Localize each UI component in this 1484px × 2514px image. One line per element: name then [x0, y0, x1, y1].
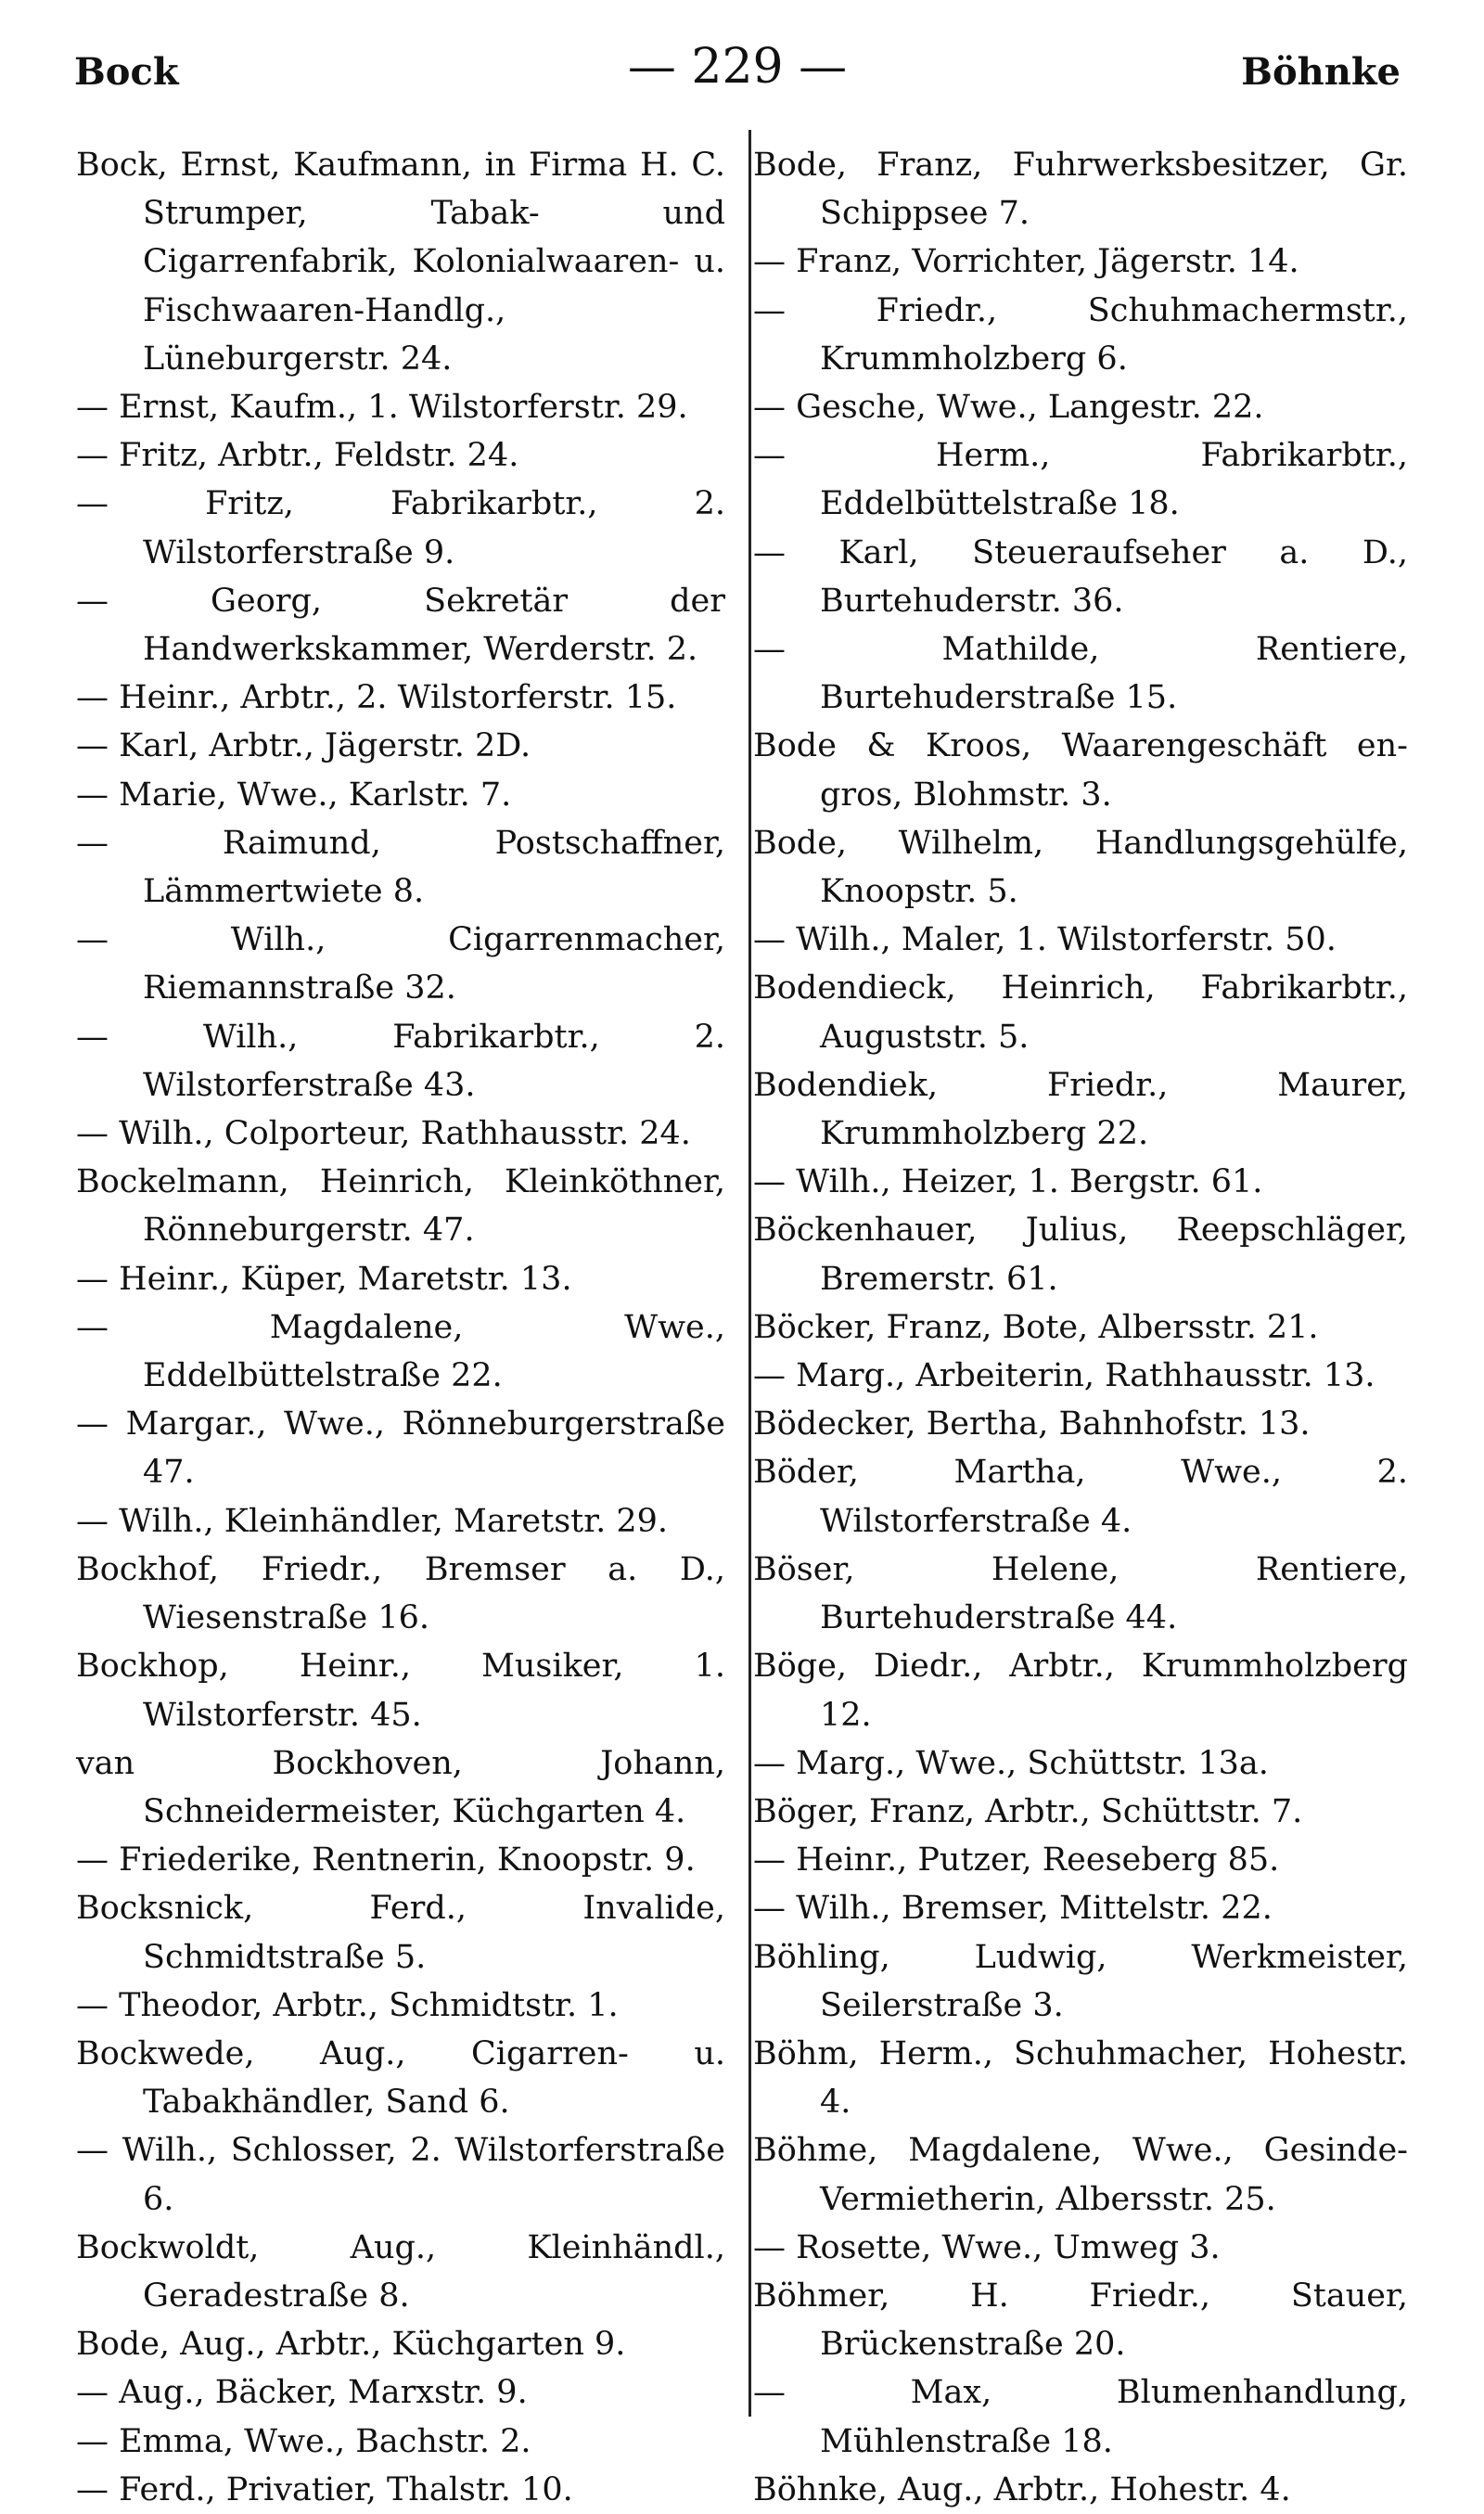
directory-entry: Böckenhauer, Julius, Reepschläger, Bremerstr. 61.	[753, 1212, 1408, 1298]
directory-entry: — Theodor, Arbtr., Schmidtstr. 1.	[76, 1986, 619, 2024]
directory-entry: — Wilh., Cigarrenmacher, Riemannstraße 32.	[76, 921, 725, 1007]
directory-entry: — Fritz, Arbtr., Feldstr. 24.	[76, 437, 519, 475]
directory-entry: Bodendieck, Heinrich, Fabrikarbtr., Auguststr. 5.	[753, 969, 1408, 1056]
directory-entry: — Max, Blumenhandlung, Mühlenstraße 18.	[753, 2374, 1408, 2460]
directory-entry: — Ernst, Kaufm., 1. Wilstorferstr. 29.	[76, 389, 688, 427]
directory-entry: — Heinr., Küper, Maretstr. 13.	[76, 1260, 572, 1298]
directory-entry: Bödecker, Bertha, Bahnhofstr. 13.	[753, 1405, 1311, 1443]
directory-entry: Bode, Wilhelm, Handlungsgehülfe, Knoopstr. 5.	[753, 824, 1408, 911]
directory-entry: Böhmer, H. Friedr., Stauer, Brückenstraße 20.	[753, 2277, 1408, 2364]
directory-entry: Böhnke, Aug., Arbtr., Hohestr. 4.	[753, 2470, 1291, 2508]
directory-entry: — Heinr., Putzer, Reeseberg 85.	[753, 1841, 1280, 1879]
left-column	[76, 141, 725, 2514]
directory-entry: — Wilh., Colporteur, Rathhausstr. 24.	[76, 1115, 691, 1153]
directory-entry: Bockelmann, Heinrich, Kleinköthner, Rönneburgerstr. 47.	[76, 1163, 725, 1250]
directory-entry: — Ferd., Privatier, Thalstr. 10.	[76, 2470, 573, 2508]
directory-entry: — Margar., Wwe., Rönneburgerstraße 47.	[76, 1405, 725, 1492]
directory-entry: — Marg., Wwe., Schüttstr. 13a.	[753, 1744, 1269, 1782]
running-head-left: Bock	[74, 50, 179, 94]
directory-entry: Bock, Ernst, Kaufmann, in Firma H. C. Strumper, Tabak- und Cigarrenfabrik, Kolonialwaaren- u. Fischwaaren-Handlg., Lüneburgerstr. 24.	[76, 147, 725, 378]
directory-entry: Bocksnick, Ferd., Invalide, Schmidtstraße 5.	[76, 1890, 725, 1976]
directory-entry: Bockwoldt, Aug., Kleinhändl., Geradestraße 8.	[76, 2228, 725, 2315]
directory-entry: — Wilh., Kleinhändler, Maretstr. 29.	[76, 1502, 669, 1540]
page-header	[74, 39, 1401, 113]
directory-entry: — Friederike, Rentnerin, Knoopstr. 9.	[76, 1841, 696, 1879]
directory-entry: — Wilh., Heizer, 1. Bergstr. 61.	[753, 1163, 1263, 1201]
directory-entry: Böhm, Herm., Schuhmacher, Hohestr. 4.	[753, 2034, 1408, 2122]
directory-entry: — Friedr., Schuhmachermstr., Krummholzberg 6.	[753, 291, 1408, 378]
directory-entry: Böser, Helene, Rentiere, Burtehuderstraße 44.	[753, 1550, 1408, 1637]
directory-entry: — Magdalene, Wwe., Eddelbüttelstraße 22.	[76, 1308, 725, 1395]
directory-entry: — Georg, Sekretär der Handwerkskammer, Werderstr. 2.	[76, 582, 725, 669]
directory-entry: Bockhop, Heinr., Musiker, 1. Wilstorferstr. 45.	[76, 1648, 725, 1734]
directory-entry: — Aug., Bäcker, Marxstr. 9.	[76, 2374, 528, 2412]
directory-entry: — Franz, Vorrichter, Jägerstr. 14.	[753, 243, 1299, 281]
directory-entry: Böder, Martha, Wwe., 2. Wilstorferstraße 4.	[753, 1454, 1408, 1540]
page-number: — 229 —	[627, 39, 848, 95]
directory-entry: — Wilh., Maler, 1. Wilstorferstr. 50.	[753, 921, 1337, 959]
directory-entry: — Herm., Fabrikarbtr., Eddelbüttelstraße 18.	[753, 437, 1408, 523]
directory-entry: Böcker, Franz, Bote, Albersstr. 21.	[753, 1308, 1319, 1346]
directory-entry: Bockhof, Friedr., Bremser a. D., Wiesenstraße 16.	[76, 1550, 725, 1637]
directory-entry: Böhling, Ludwig, Werkmeister, Seilerstraße 3.	[753, 1938, 1408, 2024]
directory-entry: — Gesche, Wwe., Langestr. 22.	[753, 389, 1264, 427]
directory-entry: — Marg., Arbeiterin, Rathhausstr. 13.	[753, 1357, 1375, 1395]
directory-entry: Bodendiek, Friedr., Maurer, Krummholzberg 22.	[753, 1066, 1408, 1153]
directory-entry: Bode, Aug., Arbtr., Küchgarten 9.	[76, 2326, 626, 2364]
directory-entry: — Heinr., Arbtr., 2. Wilstorferstr. 15.	[76, 679, 677, 717]
directory-entry: — Rosette, Wwe., Umweg 3.	[753, 2228, 1221, 2266]
directory-entry: — Mathilde, Rentiere, Burtehuderstraße 15.	[753, 631, 1408, 717]
running-head-right: Böhnke	[1241, 50, 1401, 94]
directory-entry: — Wilh., Schlosser, 2. Wilstorferstraße 6.	[76, 2132, 725, 2218]
directory-entry: Bode & Kroos, Waarengeschäft en-gros, Blohmstr. 3.	[753, 727, 1408, 814]
directory-entry: — Raimund, Postschaffner, Lämmertwiete 8.	[76, 824, 725, 911]
column-divider	[748, 130, 751, 2417]
directory-entry: — Wilh., Fabrikarbtr., 2. Wilstorferstraße 43.	[76, 1018, 725, 1104]
directory-entry: — Karl, Steueraufseher a. D., Burtehuderstr. 36.	[753, 533, 1408, 620]
directory-entry: — Emma, Wwe., Bachstr. 2.	[76, 2422, 531, 2460]
directory-entry: — Wilh., Bremser, Mittelstr. 22.	[753, 1890, 1273, 1928]
directory-entry: Böge, Diedr., Arbtr., Krummholzberg 12.	[753, 1648, 1408, 1734]
directory-entry: — Marie, Wwe., Karlstr. 7.	[76, 776, 512, 814]
directory-entry: — Karl, Arbtr., Jägerstr. 2D.	[76, 727, 531, 765]
directory-entry: Bockwede, Aug., Cigarren- u. Tabakhändler, Sand 6.	[76, 2034, 725, 2122]
directory-entry: Bode, Franz, Fuhrwerksbesitzer, Gr. Schippsee 7.	[753, 147, 1408, 233]
directory-entry: van Bockhoven, Johann, Schneidermeister, Küchgarten 4.	[76, 1744, 725, 1830]
directory-entry: Böhme, Magdalene, Wwe., Gesinde-Vermietherin, Albersstr. 25.	[753, 2132, 1408, 2218]
directory-entry: Böger, Franz, Arbtr., Schüttstr. 7.	[753, 1792, 1303, 1830]
right-column	[753, 141, 1408, 2514]
directory-entry: — Fritz, Fabrikarbtr., 2. Wilstorferstraße 9.	[76, 485, 725, 571]
